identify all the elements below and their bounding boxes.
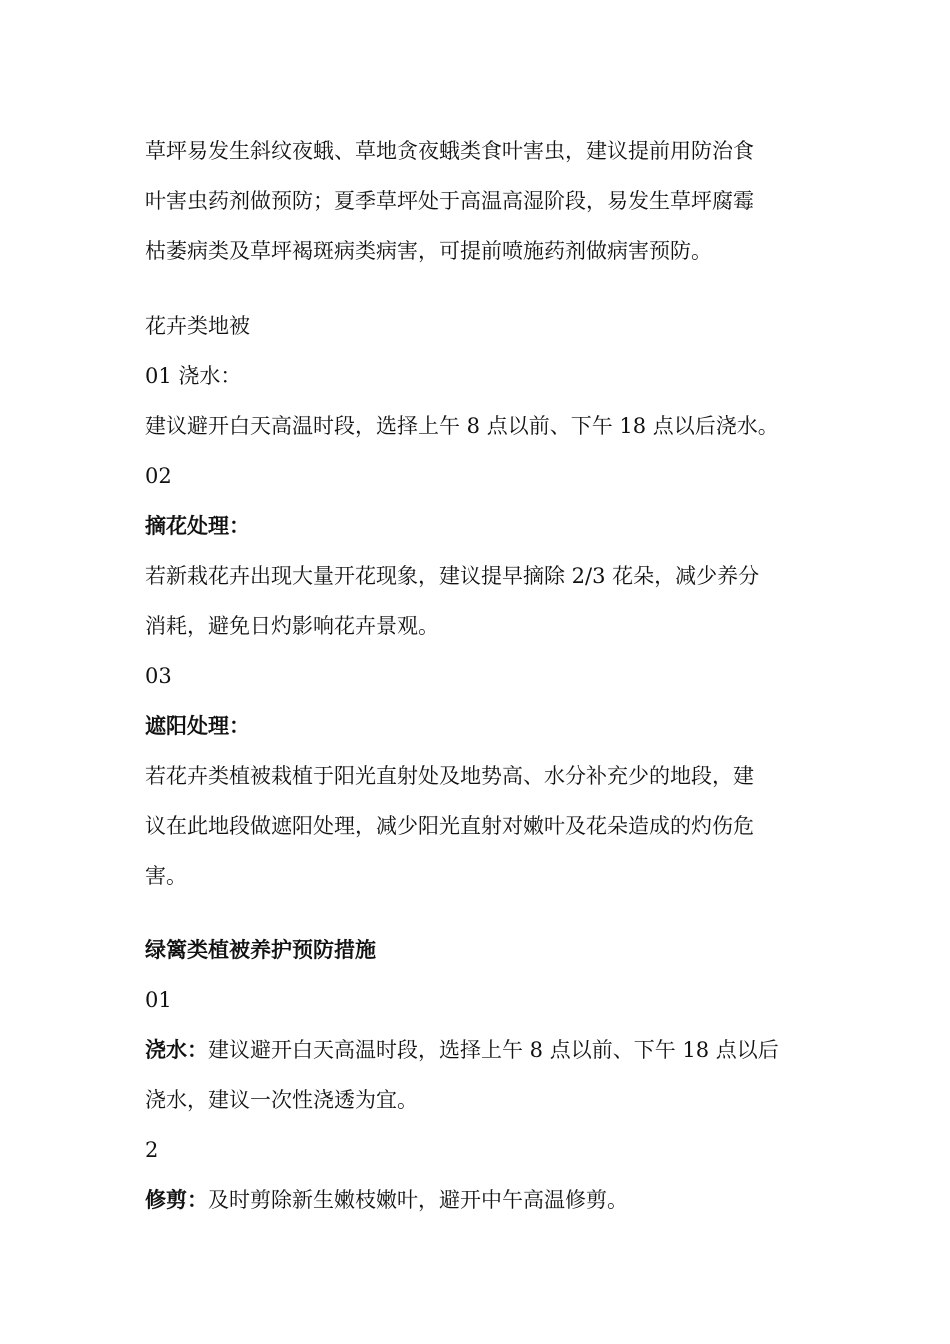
hedge-item1-number: 01: [145, 988, 172, 1012]
hedge-section-heading: 绿篱类植被养护预防措施: [145, 937, 376, 962]
flowers-item3-line: 害。: [145, 864, 187, 888]
hedge-item2-line: [145, 1185, 825, 1215]
flowers-item1-text: 建议避开白天高温时段，选择上午 8 点以前、下午 18 点以后浇水。: [145, 414, 779, 438]
flowers-item2-title: 摘花处理：: [145, 513, 250, 538]
hedge-item1-text: 建议避开白天高温时段，选择上午 8 点以前、下午 18 点以后: [208, 1038, 779, 1062]
flowers-item1-title: 01 浇水：: [145, 364, 242, 388]
flowers-item2-line: 消耗，避免日灼影响花卉景观。: [145, 614, 439, 638]
flowers-item3-line: 若花卉类植被栽植于阳光直射处及地势高、水分补充少的地段，建: [145, 764, 754, 788]
flowers-item2-line: 若新栽花卉出现大量开花现象，建议提早摘除 2/3 花朵，减少养分: [145, 564, 760, 588]
hedge-item1-line: 浇水，建议一次性浇透为宜。: [145, 1088, 418, 1112]
lawn-paragraph-line: 叶害虫药剂做预防；夏季草坪处于高温高湿阶段，易发生草坪腐霉: [145, 189, 754, 213]
hedge-item1-line: [145, 1035, 825, 1065]
hedge-item1-label: 浇水：: [145, 1037, 208, 1062]
hedge-item2-text: 及时剪除新生嫩枝嫩叶，避开中午高温修剪。: [208, 1188, 628, 1212]
flowers-item2-number: 02: [145, 464, 172, 488]
hedge-item2-number: 2: [145, 1138, 159, 1162]
flowers-item3-line: 议在此地段做遮阳处理，减少阳光直射对嫩叶及花朵造成的灼伤危: [145, 814, 754, 838]
lawn-paragraph-line: 草坪易发生斜纹夜蛾、草地贪夜蛾类食叶害虫，建议提前用防治食: [145, 139, 754, 163]
lawn-paragraph-line: 枯萎病类及草坪褐斑病类病害，可提前喷施药剂做病害预防。: [145, 239, 712, 263]
flowers-section-heading: 花卉类地被: [145, 314, 250, 338]
flowers-item3-number: 03: [145, 664, 172, 688]
flowers-item3-title: 遮阳处理：: [145, 713, 250, 738]
hedge-item2-label: 修剪：: [145, 1187, 208, 1212]
